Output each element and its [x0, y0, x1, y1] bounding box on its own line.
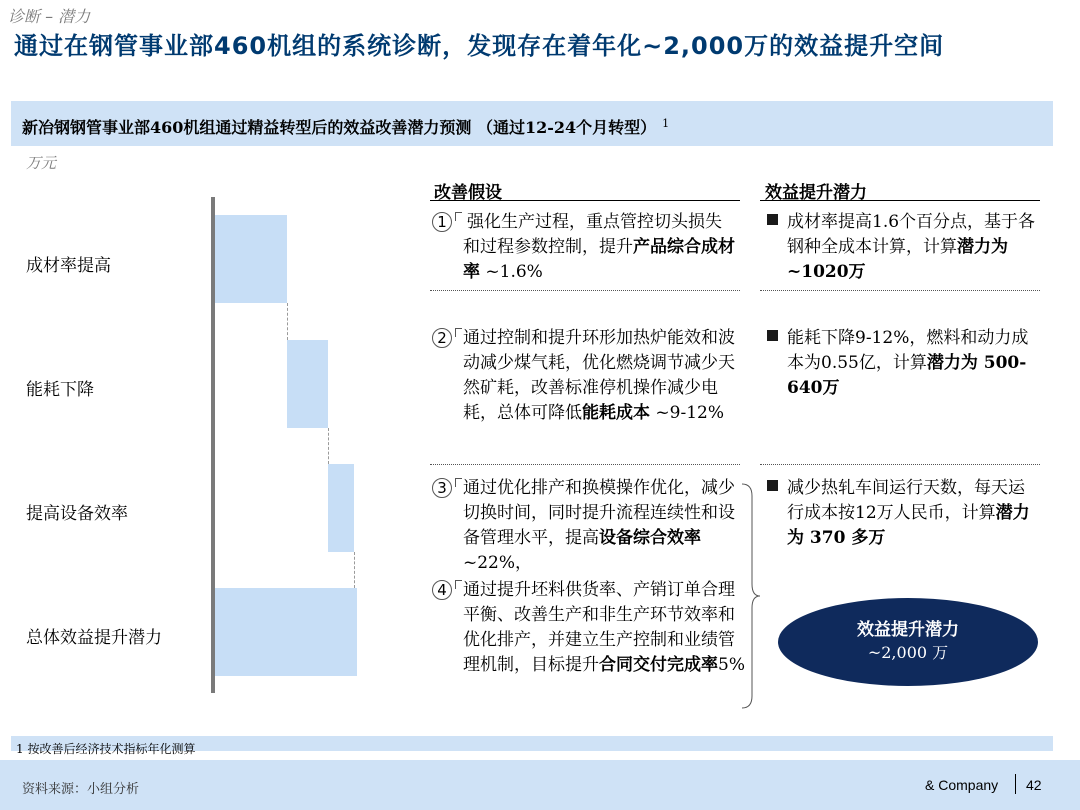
row-label-energy: 能耗下降	[26, 380, 94, 400]
corner-mark	[455, 478, 462, 487]
footnote: 1 按改善后经济技术指标年化测算	[16, 742, 196, 756]
bar-connector	[354, 552, 355, 588]
company-name: & Company	[925, 777, 999, 793]
assumption-3-text: 通过优化排产和换模操作优化，减少切换时间，同时提升流程连续性和设备管理水平，提高设备综合效率 ~22%，	[463, 478, 735, 573]
row-label-yield: 成材率提高	[26, 256, 111, 276]
bar-total	[215, 588, 357, 676]
total-potential-value: ~2,000 万	[867, 643, 949, 662]
unit-label: 万元	[26, 154, 57, 172]
total-potential-badge	[778, 598, 1038, 686]
row-separator	[430, 290, 740, 291]
group-bracket	[740, 482, 762, 712]
assumption-number-2: 2	[432, 328, 452, 348]
row-label-equipment: 提高设备效率	[26, 504, 128, 524]
assumption-number-1: 1	[432, 212, 452, 232]
bar-yield	[215, 215, 287, 303]
assumption-4-text: 通过提升坯料供货率、产销订单合理平衡、改善生产和非生产环节效率和优化排产，并建立生产控制和业绩管理机制，目标提升合同交付完成率5%	[463, 580, 745, 675]
assumption-1-text: 强化生产过程，重点管控切头损失和过程参数控制，提升产品综合成材率 ~1.6%	[463, 212, 735, 282]
row-separator	[430, 464, 740, 465]
row-separator	[760, 290, 1040, 291]
row-separator	[760, 464, 1040, 465]
potential-header: 效益提升潜力	[765, 183, 867, 203]
total-potential-title: 效益提升潜力	[857, 620, 959, 640]
potential-1-text: 成材率提高1.6个百分点，基于各钢种全成本计算，计算潜力为~1020万	[787, 212, 1036, 282]
bullet-square	[767, 330, 778, 341]
bar-connector	[328, 428, 329, 464]
page-number: 42	[1026, 777, 1042, 793]
source-note: 资料来源：小组分析	[22, 782, 140, 797]
page-separator	[1015, 774, 1016, 794]
assumption-2-text: 通过控制和提升环形加热炉能效和波动减少煤气耗，优化燃烧调节减少天然矿耗，改善标准停机操作减少电耗，总体可降低能耗成本 ~9-12%	[463, 328, 735, 423]
bar-energy	[287, 340, 327, 428]
bar-equipment	[328, 464, 354, 552]
panel-title-footnote-marker: 1	[662, 116, 670, 130]
corner-mark	[455, 212, 462, 221]
assumption-number-3: 3	[432, 478, 452, 498]
potential-2-text: 能耗下降9-12%，燃料和动力成本为0.55亿，计算潜力为 500-640万	[787, 328, 1029, 398]
panel-title: 新冶钢钢管事业部460机组通过精益转型后的效益改善潜力预测 （通过12-24个月转型） $^1$	[22, 116, 670, 137]
row-label-total: 总体效益提升潜力	[26, 628, 162, 648]
corner-mark	[455, 580, 462, 589]
assumptions-header-rule	[430, 200, 740, 201]
potential-3-text: 减少热轧车间运行天数，每天运行成本按12万人民币，计算潜力为 370 多万	[787, 478, 1030, 548]
page-headline: 通过在钢管事业部460机组的系统诊断，发现存在着年化~2,000万的效益提升空间	[14, 32, 945, 60]
assumption-number-4: 4	[432, 580, 452, 600]
assumptions-header: 改善假设	[434, 183, 502, 203]
footer-bar	[0, 760, 1080, 810]
bullet-square	[767, 214, 778, 225]
corner-mark	[455, 328, 462, 337]
potential-header-rule	[760, 200, 1040, 201]
section-tracker: 诊断 – 潜力	[8, 7, 91, 26]
bar-connector	[287, 303, 288, 340]
bullet-square	[767, 480, 778, 491]
